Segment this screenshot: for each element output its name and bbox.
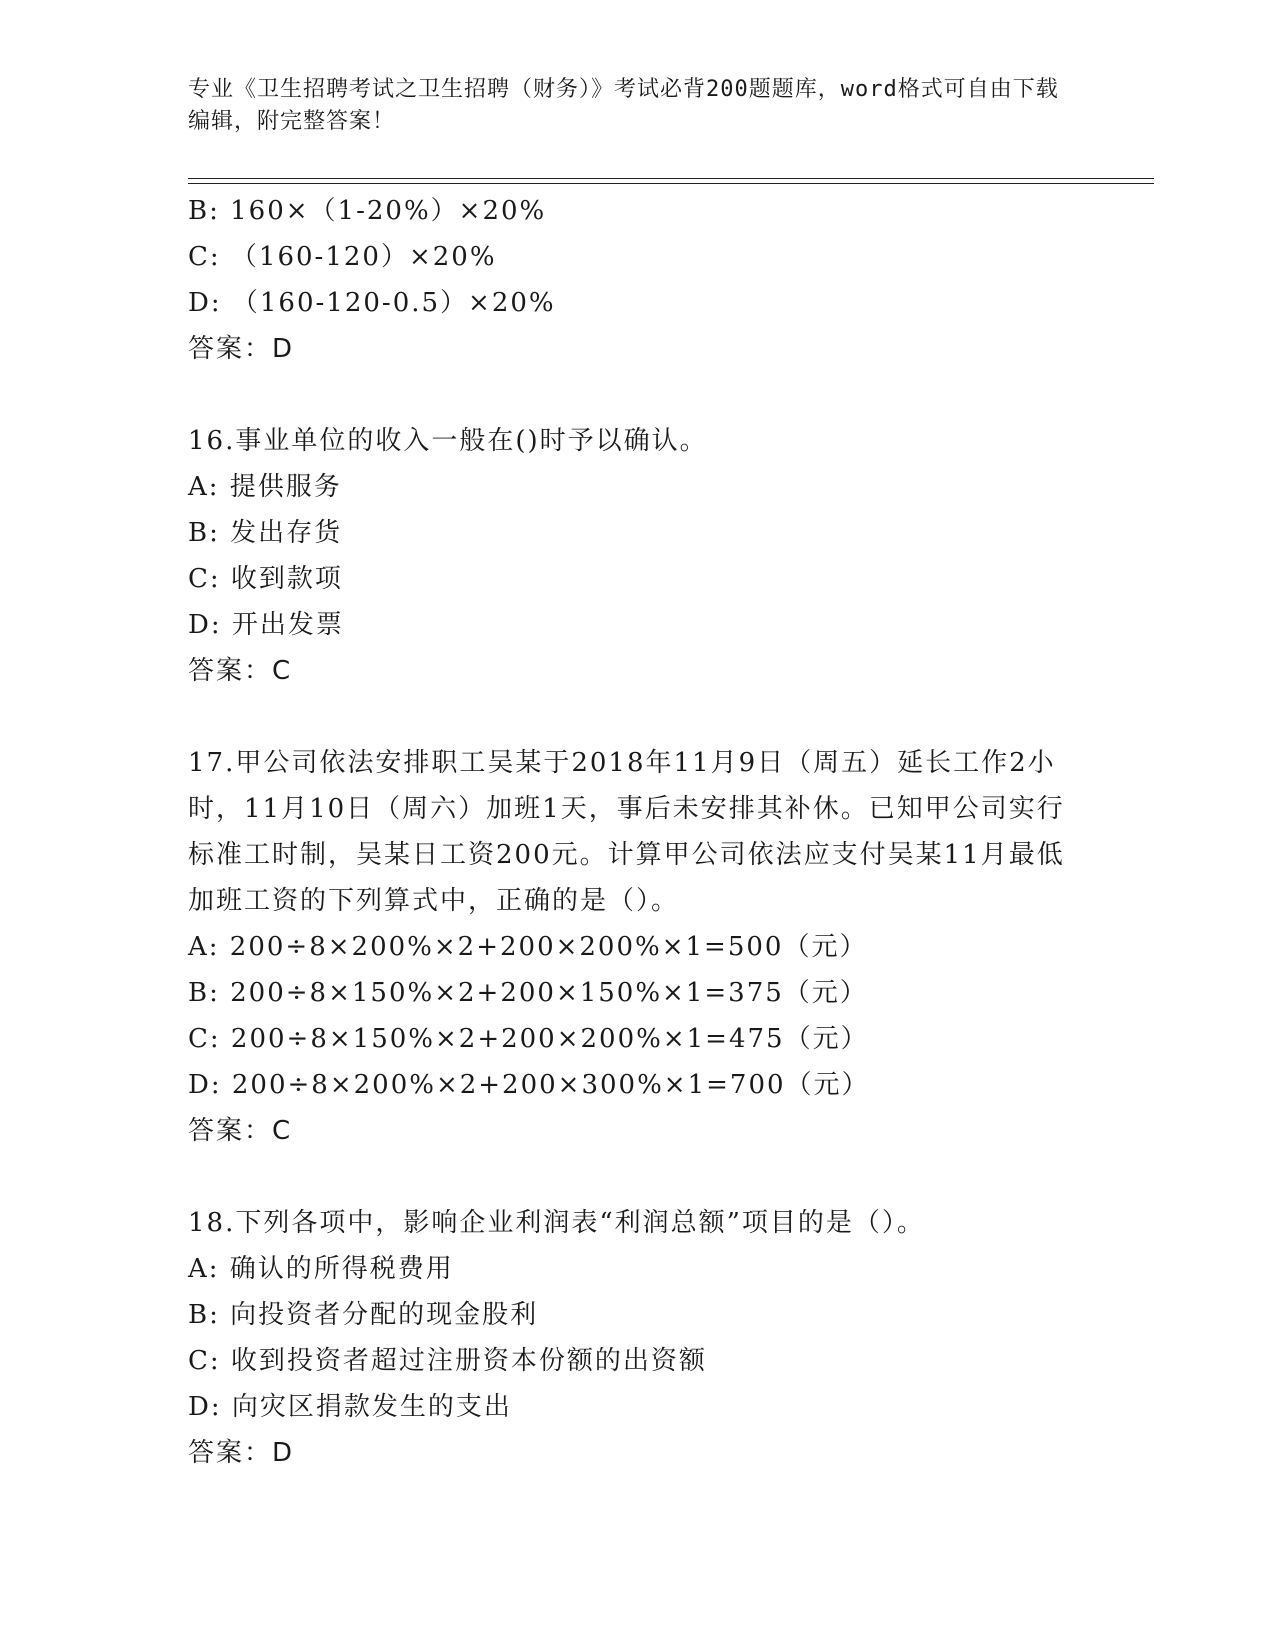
question-list [188, 188, 1088, 1476]
answer-label: 答案：D [188, 1438, 295, 1468]
answer-label: 答案：C [188, 1116, 293, 1146]
option-d: D: 开出发票 [188, 610, 344, 640]
document-header: 专业《卫生招聘考试之卫生招聘（财务）》考试必背200题题库，word格式可自由下载编辑，附完整答案！ [188, 77, 1059, 134]
option-c: C: 收到投资者超过注册资本份额的出资额 [188, 1346, 707, 1376]
option-d: D: 向灾区捐款发生的支出 [188, 1392, 512, 1422]
option-a: A: 200÷8×200%×2+200×200%×1=500（元） [188, 932, 868, 962]
question-block [188, 740, 1088, 1154]
option-a: A: 提供服务 [188, 472, 342, 502]
option-a: A: 确认的所得税费用 [188, 1254, 454, 1284]
question-block [188, 418, 1088, 694]
question-text: 18.下列各项中，影响企业利润表“利润总额”项目的是（）。 [188, 1208, 925, 1238]
answer-label: 答案：C [188, 656, 293, 686]
question-block [188, 188, 1088, 372]
option-c: C: 200÷8×150%×2+200×200%×1=475（元） [188, 1024, 869, 1054]
option-b: B: 向投资者分配的现金股利 [188, 1300, 539, 1330]
option-b: B: 160×（1-20%）×20% [188, 196, 547, 226]
answer-label: 答案：D [188, 334, 295, 364]
header-divider-top [188, 178, 1154, 179]
question-text: 17.甲公司依法安排职工吴某于2018年11月9日（周五）延长工作2小时，11月10日（周六）加班1天，事后未安排其补休。已知甲公司实行标准工时制，吴某日工资200元。计算甲公司依法应支付吴某11月最低加班工资的下列算式中，正确的是（）。 [188, 748, 1065, 916]
option-b: B: 发出存货 [188, 518, 343, 548]
header-divider-bottom [188, 183, 1154, 184]
option-d: D: （160-120-0.5）×20% [188, 288, 556, 318]
question-text: 16.事业单位的收入一般在()时予以确认。 [188, 426, 708, 456]
question-block [188, 1200, 1088, 1476]
option-c: C: （160-120）×20% [188, 242, 497, 272]
option-d: D: 200÷8×200%×2+200×300%×1=700（元） [188, 1070, 870, 1100]
option-c: C: 收到款项 [188, 564, 343, 594]
option-b: B: 200÷8×150%×2+200×150%×1=375（元） [188, 978, 868, 1008]
